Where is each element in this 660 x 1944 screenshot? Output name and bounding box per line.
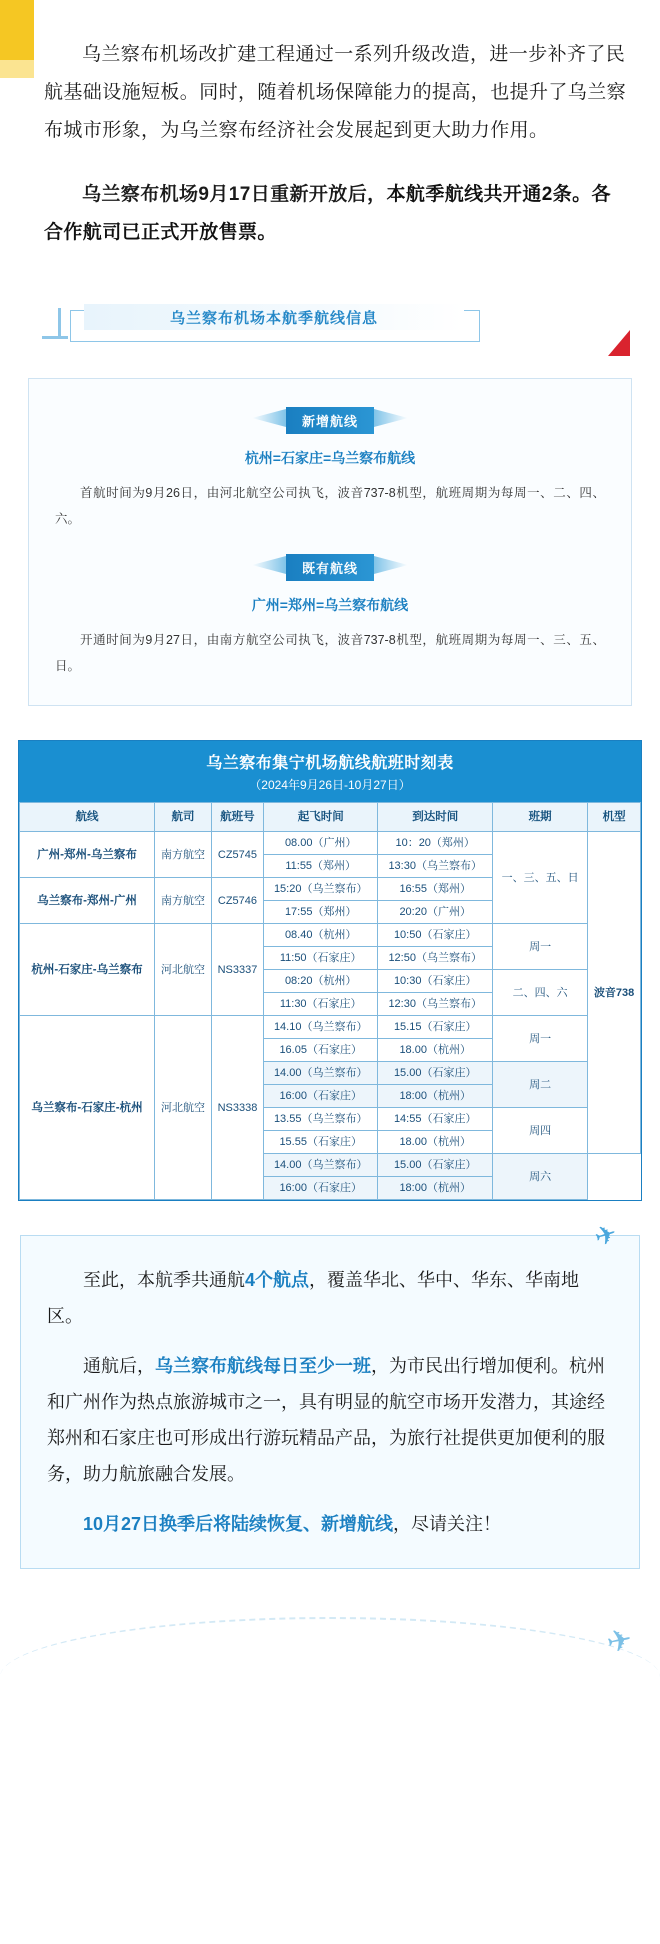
cell-departure-time: 14.00（乌兰察布） (263, 1154, 378, 1177)
route-tag-label: 既有航线 (286, 554, 374, 581)
col-departure: 起飞时间 (263, 803, 378, 832)
cell-arrival-time: 10:30（石家庄） (378, 970, 493, 993)
col-period: 班期 (492, 803, 587, 832)
cell-route: 杭州-石家庄-乌兰察布 (20, 924, 155, 1016)
cell-period: 周一 (492, 1016, 587, 1062)
cell-period: 周六 (492, 1154, 587, 1200)
cell-departure-time: 11:30（石家庄） (263, 993, 378, 1016)
cell-arrival-time: 20:20（广州） (378, 901, 493, 924)
footer-plane-icon: ✈ (603, 1622, 636, 1661)
cell-arrival-time: 10：20（郑州） (378, 832, 493, 855)
section-title: 乌兰察布机场本航季航线信息 (169, 309, 378, 327)
cell-departure-time: 15.55（石家庄） (263, 1131, 378, 1154)
intro-paragraph-1: 乌兰察布机场改扩建工程通过一系列升级改造，进一步补齐了民航基础设施短板。同时，随着机场保障能力的提高，也提升了乌兰察布城市形象，为乌兰察布经济社会发展起到更大助力作用。 (44, 44, 627, 141)
cell-period: 二、四、六 (492, 970, 587, 1016)
cell-arrival-time: 18.00（杭州） (378, 1131, 493, 1154)
cell-departure-time: 14.00（乌兰察布） (263, 1062, 378, 1085)
plane-icon: ✈ (590, 1217, 621, 1253)
cell-arrival-time: 12:30（乌兰察布） (378, 993, 493, 1016)
closing-p2-c: ，为市民出行增加便利。杭州和广州作为热点旅游城市之一，具有明显的航空市场开发潜力，其途经郑州和石家庄也可形成出行游玩精品产品，为旅行社提供更加便利的服务，助力航旅融合发展。 (47, 1356, 605, 1484)
cell-flight-number: CZ5745 (211, 832, 263, 878)
cell-flight-number: NS3338 (211, 1016, 263, 1200)
timetable-subtitle: （2024年9月26日-10月27日） (249, 778, 411, 792)
closing-p3-highlight: 10月27日换季后将陆续恢复、新增航线 (83, 1514, 394, 1534)
table-row (20, 924, 641, 947)
table-row (20, 832, 641, 855)
cell-arrival-time: 15.15（石家庄） (378, 1016, 493, 1039)
closing-p3-b: ，尽请关注！ (393, 1514, 502, 1534)
highlight-red-text: 乌兰察布机场9月17日重新开放后， (82, 184, 387, 205)
banner-tick-horizontal (42, 336, 68, 339)
closing-paragraph-2 (47, 1348, 613, 1492)
flight-timetable (18, 740, 642, 1201)
cell-departure-time: 17:55（郑州） (263, 901, 378, 924)
closing-paragraph-3 (47, 1506, 613, 1542)
cell-departure-time: 08.40（杭州） (263, 924, 378, 947)
cell-departure-time: 16:00（石家庄） (263, 1177, 378, 1200)
cell-route: 乌兰察布-郑州-广州 (20, 878, 155, 924)
cell-arrival-time: 13:30（乌兰察布） (378, 855, 493, 878)
cell-departure-time: 14.10（乌兰察布） (263, 1016, 378, 1039)
cell-period: 周二 (492, 1062, 587, 1108)
cell-airline: 南方航空 (155, 832, 212, 878)
route-name: 杭州=石家庄=乌兰察布航线 (244, 450, 416, 466)
timetable-table (19, 802, 641, 1200)
cell-airline: 河北航空 (155, 924, 212, 1016)
cell-period: 周四 (492, 1108, 587, 1154)
timetable-header (19, 741, 641, 802)
cell-period: 周一 (492, 924, 587, 970)
col-arrival: 到达时间 (378, 803, 493, 832)
footer-arc (0, 1617, 660, 1689)
section-banner (0, 304, 660, 368)
cell-arrival-time: 15.00（石家庄） (378, 1154, 493, 1177)
cell-arrival-time: 15.00（石家庄） (378, 1062, 493, 1085)
cell-departure-time: 08.00（广州） (263, 832, 378, 855)
cell-period: 一、三、五、日 (492, 832, 587, 924)
cell-arrival-time: 14:55（石家庄） (378, 1108, 493, 1131)
cell-arrival-time: 18.00（杭州） (378, 1039, 493, 1062)
routes-card (28, 378, 632, 706)
banner-inner (84, 304, 464, 330)
intro-highlight-paragraph (44, 176, 630, 252)
cell-arrival-time: 18:00（杭州） (378, 1085, 493, 1108)
cell-arrival-time: 16:55（郑州） (378, 878, 493, 901)
route-name: 广州=郑州=乌兰察布航线 (251, 597, 409, 613)
table-header-row (20, 803, 641, 832)
table-body (20, 832, 641, 1200)
closing-p1-c: ，覆盖华北、华中、华东、华南地区。 (47, 1270, 580, 1326)
intro-section (0, 0, 660, 252)
closing-p1-highlight: 4个航点 (245, 1270, 310, 1290)
closing-p1-a: 至此，本航季共通航 (83, 1270, 245, 1290)
cell-departure-time: 11:50（石家庄） (263, 947, 378, 970)
closing-paragraph-1 (47, 1262, 613, 1334)
route-block-existing (55, 554, 605, 679)
footer-decoration (0, 1569, 660, 1689)
closing-section (20, 1217, 640, 1569)
col-route: 航线 (20, 803, 155, 832)
cell-route: 广州-郑州-乌兰察布 (20, 832, 155, 878)
col-model: 机型 (588, 803, 641, 832)
route-tag-wrap (55, 407, 605, 434)
closing-p2-highlight: 乌兰察布航线每日至少一班 (155, 1356, 371, 1376)
route-tag-label: 新增航线 (286, 407, 374, 434)
timetable-title: 乌兰察布集宁机场航线航班时刻表 (206, 755, 454, 772)
table-row (20, 1016, 641, 1039)
route-tag-wrap (55, 554, 605, 581)
cell-flight-number: NS3337 (211, 924, 263, 1016)
route-block-new (55, 407, 605, 532)
closing-p2-a: 通航后， (83, 1356, 155, 1376)
cell-departure-time: 11:55（郑州） (263, 855, 378, 878)
cell-route: 乌兰察布-石家庄-杭州 (20, 1016, 155, 1200)
cell-departure-time: 08:20（杭州） (263, 970, 378, 993)
cell-arrival-time: 18:00（杭州） (378, 1177, 493, 1200)
cell-arrival-time: 10:50（石家庄） (378, 924, 493, 947)
cell-aircraft-model: 波音738 (588, 832, 641, 1154)
cell-flight-number: CZ5746 (211, 878, 263, 924)
col-flightno: 航班号 (211, 803, 263, 832)
banner-tick-vertical (58, 308, 61, 338)
cell-airline: 河北航空 (155, 1016, 212, 1200)
cell-departure-time: 13.55（乌兰察布） (263, 1108, 378, 1131)
cell-airline: 南方航空 (155, 878, 212, 924)
cell-arrival-time: 12:50（乌兰察布） (378, 947, 493, 970)
cell-departure-time: 15:20（乌兰察布） (263, 878, 378, 901)
decorative-corner (0, 0, 34, 60)
cell-departure-time: 16.05（石家庄） (263, 1039, 378, 1062)
cell-departure-time: 16:00（石家庄） (263, 1085, 378, 1108)
route-description: 开通时间为9月27日，由南方航空公司执飞，波音737-8机型，航班周期为每周一、三、五、日。 (55, 633, 605, 673)
route-description: 首航时间为9月26日，由河北航空公司执飞，波音737-8机型，航班周期为每周一、二、四、六。 (55, 486, 605, 526)
highlight-black-text: 本航季航线共开通2条。各合作航司已正式开放售票。 (44, 184, 611, 243)
col-airline: 航司 (155, 803, 212, 832)
